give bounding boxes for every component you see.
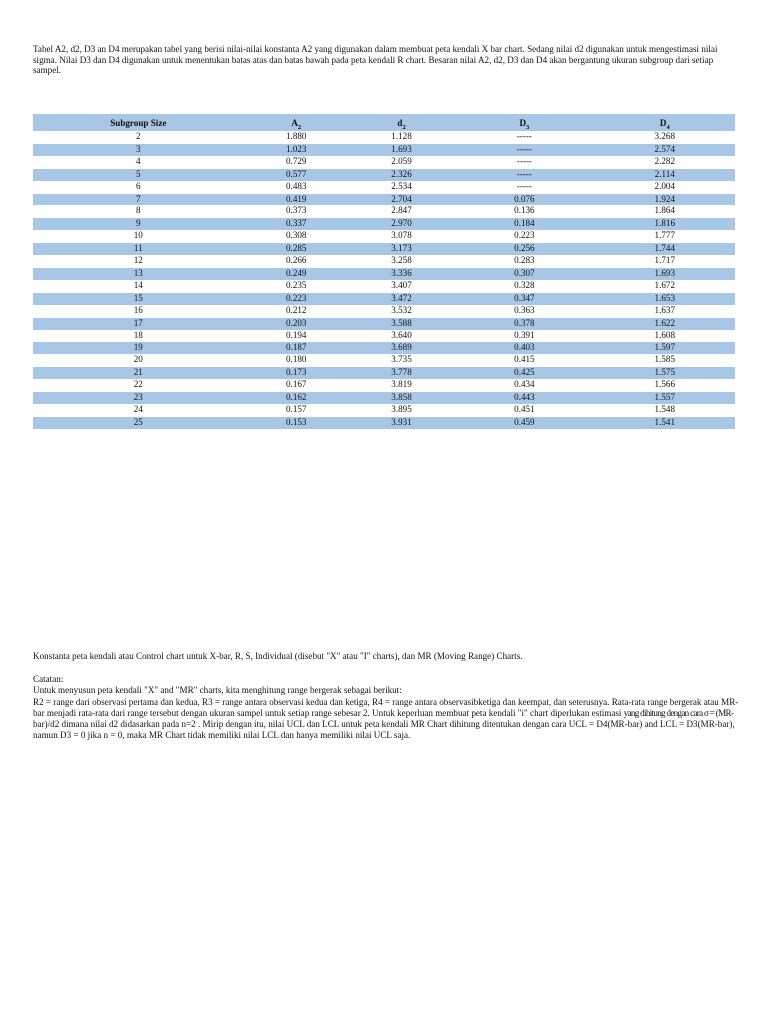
table-cell-d4: 1.548	[595, 404, 735, 416]
table-cell-d4: 2.282	[595, 156, 735, 168]
table-cell-a2: 1.880	[244, 131, 349, 143]
table-caption: Konstanta peta kendali atau Control chart untuk X-bar, R, S, Individual (disebut "X" atau "I" charts), dan MR (Moving Range) Charts.	[33, 651, 523, 661]
table-cell-subgroup-size: 14	[33, 280, 244, 292]
notes-heading: Catatan:	[33, 674, 64, 684]
table-cell-d3: -----	[454, 156, 594, 168]
table-cell-d3: 0.363	[454, 305, 594, 317]
table-cell-a2: 0.285	[244, 243, 349, 255]
table-cell-d2: 3.173	[349, 243, 454, 255]
table-cell-a2: 0.194	[244, 330, 349, 342]
table-cell-d2: 3.532	[349, 305, 454, 317]
table-cell-d3: 0.425	[454, 367, 594, 379]
header-d4-subscript: 4	[666, 123, 670, 131]
table-cell-d3: 0.076	[454, 193, 594, 205]
table-cell-d4: 1.816	[595, 218, 735, 230]
table-cell-subgroup-size: 11	[33, 243, 244, 255]
header-d3	[454, 114, 594, 131]
table-cell-a2: 0.223	[244, 292, 349, 304]
table-cell-d4: 1.608	[595, 330, 735, 342]
table-row	[33, 379, 735, 391]
table-cell-subgroup-size: 7	[33, 193, 244, 205]
table-header-row	[33, 114, 735, 131]
table-cell-d2: 3.640	[349, 330, 454, 342]
table-cell-subgroup-size: 17	[33, 317, 244, 329]
table-cell-d2: 2.970	[349, 218, 454, 230]
table-cell-subgroup-size: 9	[33, 218, 244, 230]
table-row	[33, 404, 735, 416]
header-subgroup-size: Subgroup Size	[33, 114, 244, 131]
table-cell-subgroup-size: 15	[33, 292, 244, 304]
table-cell-subgroup-size: 18	[33, 330, 244, 342]
table-row	[33, 205, 735, 217]
table-cell-d2: 1.693	[349, 143, 454, 155]
table-cell-a2: 0.203	[244, 317, 349, 329]
table-row	[33, 367, 735, 379]
header-d4-base: D	[659, 117, 667, 128]
table-cell-subgroup-size: 10	[33, 230, 244, 242]
table-cell-d3: 0.459	[454, 416, 594, 428]
table-cell-d4: 1.557	[595, 392, 735, 404]
table-cell-d2: 3.078	[349, 230, 454, 242]
header-d4	[595, 114, 735, 131]
table-cell-d3: 0.283	[454, 255, 594, 267]
table-cell-d3: 0.136	[454, 205, 594, 217]
table-cell-d4: 1.566	[595, 379, 735, 391]
table-cell-subgroup-size: 21	[33, 367, 244, 379]
table-cell-d2: 3.689	[349, 342, 454, 354]
table-cell-a2: 0.266	[244, 255, 349, 267]
table-cell-d2: 2.534	[349, 181, 454, 193]
table-row	[33, 280, 735, 292]
intro-paragraph: Tabel A2, d2, D3 an D4 merupakan tabel yang berisi nilai-nilai konstanta A2 yang digunakan dalam membuat peta kendali X bar chart. Sedang nilai d2 digunakan untuk mengestimasi nilai sigma. Nilai D3 dan D4 digunakan untuk menentukan batas atas dan batas bawah pada peta kendali R chart. Besaran nilai A2, d2, D3 dan D4 akan bergantung ukuran subgroup dari setiap sampel.	[33, 44, 718, 75]
table-cell-d2: 3.735	[349, 354, 454, 366]
table-cell-d4: 1.744	[595, 243, 735, 255]
table-cell-d3: 0.328	[454, 280, 594, 292]
table-cell-d3: 0.391	[454, 330, 594, 342]
header-a2-base: A	[291, 117, 298, 128]
control-chart-constants-table	[33, 114, 735, 429]
table-cell-d3: 0.378	[454, 317, 594, 329]
table-cell-d4: 1.597	[595, 342, 735, 354]
table-cell-subgroup-size: 24	[33, 404, 244, 416]
table-cell-d2: 3.858	[349, 392, 454, 404]
table-cell-d4: 1.693	[595, 267, 735, 279]
notes-section	[33, 674, 745, 742]
table-cell-a2: 0.419	[244, 193, 349, 205]
table-cell-a2: 0.308	[244, 230, 349, 242]
table-cell-subgroup-size: 3	[33, 143, 244, 155]
table-cell-d2: 3.819	[349, 379, 454, 391]
table-cell-a2: 0.249	[244, 267, 349, 279]
header-d2	[349, 114, 454, 131]
table-cell-d4: 2.114	[595, 168, 735, 180]
table-cell-d4: 1.672	[595, 280, 735, 292]
notes-paragraph	[33, 697, 745, 742]
table-cell-a2: 0.180	[244, 354, 349, 366]
table-cell-subgroup-size: 8	[33, 205, 244, 217]
table-body	[33, 131, 735, 429]
table-cell-d4: 3.268	[595, 131, 735, 143]
table-cell-d2: 1.128	[349, 131, 454, 143]
table-cell-d3: -----	[454, 168, 594, 180]
table-row	[33, 317, 735, 329]
notes-line-1: Untuk menyusun peta kendali "X" and "MR" charts, kita menghitung range bergerak sebagai berikut:	[33, 685, 402, 696]
table-cell-d4: 2.574	[595, 143, 735, 155]
notes-paragraph-part-1: R2 = range dari observasi pertama dan kedua, R3 = range antara observasi kedua dan ketiga, R4 = range antara observasibketiga dan keempat, dan seterusnya. Rata-rata range bergerak atau MR-bar menjadi rata-rata dari range tersebut dengan ukuran sampel untuk setiap range sebesar 2. Untuk keperluan membuat peta kendali "i" chart diperlukan estimasi	[33, 696, 739, 718]
header-d3-subscript: 3	[526, 123, 530, 131]
table-cell-d3: -----	[454, 143, 594, 155]
table-row	[33, 255, 735, 267]
table-cell-a2: 0.212	[244, 305, 349, 317]
table-cell-subgroup-size: 19	[33, 342, 244, 354]
table-cell-d3: 0.434	[454, 379, 594, 391]
table-cell-subgroup-size: 2	[33, 131, 244, 143]
table-cell-d2: 3.778	[349, 367, 454, 379]
table-cell-subgroup-size: 4	[33, 156, 244, 168]
header-a2	[244, 114, 349, 131]
notes-paragraph-part-2: -bar)/d2 dimana nilai d2 didasarkan pada n=2 . Mirip dengan itu, nilai UCL dan LCL untuk peta kendali MR Chart dihitung ditentukan dengan cara UCL = D4(MR-bar) and LCL = D3(MR-bar), namun D3 = 0 jika n = 0, maka MR Chart tidak memiliki nilai LCL dan hanya memiliki nilai UCL saja.	[33, 707, 735, 741]
table-cell-d4: 1.541	[595, 416, 735, 428]
table-cell-d4: 1.622	[595, 317, 735, 329]
table-cell-d2: 3.407	[349, 280, 454, 292]
table-cell-d3: 0.403	[454, 342, 594, 354]
table-row	[33, 342, 735, 354]
table-cell-subgroup-size: 5	[33, 168, 244, 180]
table-cell-d2: 2.704	[349, 193, 454, 205]
table-cell-a2: 0.337	[244, 218, 349, 230]
table-cell-a2: 0.173	[244, 367, 349, 379]
table-cell-subgroup-size: 20	[33, 354, 244, 366]
table-cell-a2: 0.577	[244, 168, 349, 180]
table-row	[33, 243, 735, 255]
table-cell-d4: 1.637	[595, 305, 735, 317]
table-cell-d4: 1.717	[595, 255, 735, 267]
table-row	[33, 305, 735, 317]
table-cell-d4: 1.653	[595, 292, 735, 304]
table-cell-d4: 1.777	[595, 230, 735, 242]
table-cell-a2: 0.162	[244, 392, 349, 404]
notes-paragraph-sigma-formula: yang dihitung dengan cara σ = (MR	[623, 707, 731, 718]
table-row	[33, 131, 735, 143]
table-cell-d3: 0.415	[454, 354, 594, 366]
table-row	[33, 156, 735, 168]
table-cell-d3: 0.347	[454, 292, 594, 304]
table-cell-d4: 1.924	[595, 193, 735, 205]
table-row	[33, 218, 735, 230]
table-cell-a2: 0.157	[244, 404, 349, 416]
table-cell-subgroup-size: 23	[33, 392, 244, 404]
table-cell-d2: 3.895	[349, 404, 454, 416]
table-cell-d3: 0.451	[454, 404, 594, 416]
table-cell-d3: 0.256	[454, 243, 594, 255]
table-cell-d4: 1.585	[595, 354, 735, 366]
table-cell-a2: 0.153	[244, 416, 349, 428]
table-cell-subgroup-size: 6	[33, 181, 244, 193]
table-cell-a2: 1.023	[244, 143, 349, 155]
table-cell-d4: 1.864	[595, 205, 735, 217]
table-cell-subgroup-size: 12	[33, 255, 244, 267]
table-row	[33, 230, 735, 242]
table-cell-d3: -----	[454, 131, 594, 143]
table-row	[33, 267, 735, 279]
table-cell-a2: 0.729	[244, 156, 349, 168]
header-d2-base: d	[397, 117, 403, 128]
table-cell-d4: 1.575	[595, 367, 735, 379]
table-cell-d2: 3.931	[349, 416, 454, 428]
header-d3-base: D	[519, 117, 527, 128]
table-cell-d3: 0.307	[454, 267, 594, 279]
table-cell-a2: 0.373	[244, 205, 349, 217]
header-d2-subscript: 2	[402, 123, 406, 131]
table-row	[33, 392, 735, 404]
header-a2-subscript: 2	[297, 123, 302, 131]
table-cell-subgroup-size: 16	[33, 305, 244, 317]
table-row	[33, 292, 735, 304]
table-row	[33, 193, 735, 205]
table-row	[33, 143, 735, 155]
table-row	[33, 416, 735, 428]
table-cell-a2: 0.483	[244, 181, 349, 193]
table-cell-a2: 0.187	[244, 342, 349, 354]
table-cell-a2: 0.235	[244, 280, 349, 292]
table-cell-d4: 2.004	[595, 181, 735, 193]
table-cell-d3: -----	[454, 181, 594, 193]
table-cell-d3: 0.223	[454, 230, 594, 242]
table-row	[33, 354, 735, 366]
table-cell-d3: 0.443	[454, 392, 594, 404]
table-cell-d2: 2.326	[349, 168, 454, 180]
table-cell-d2: 2.059	[349, 156, 454, 168]
table-cell-d2: 3.336	[349, 267, 454, 279]
table-row	[33, 330, 735, 342]
table-cell-subgroup-size: 22	[33, 379, 244, 391]
table-cell-d2: 3.258	[349, 255, 454, 267]
table-cell-d3: 0.184	[454, 218, 594, 230]
table-cell-a2: 0.167	[244, 379, 349, 391]
table-cell-subgroup-size: 25	[33, 416, 244, 428]
table-cell-d2: 2.847	[349, 205, 454, 217]
table-row	[33, 181, 735, 193]
table-cell-d2: 3.588	[349, 317, 454, 329]
table-row	[33, 168, 735, 180]
table-cell-d2: 3.472	[349, 292, 454, 304]
table-cell-subgroup-size: 13	[33, 267, 244, 279]
